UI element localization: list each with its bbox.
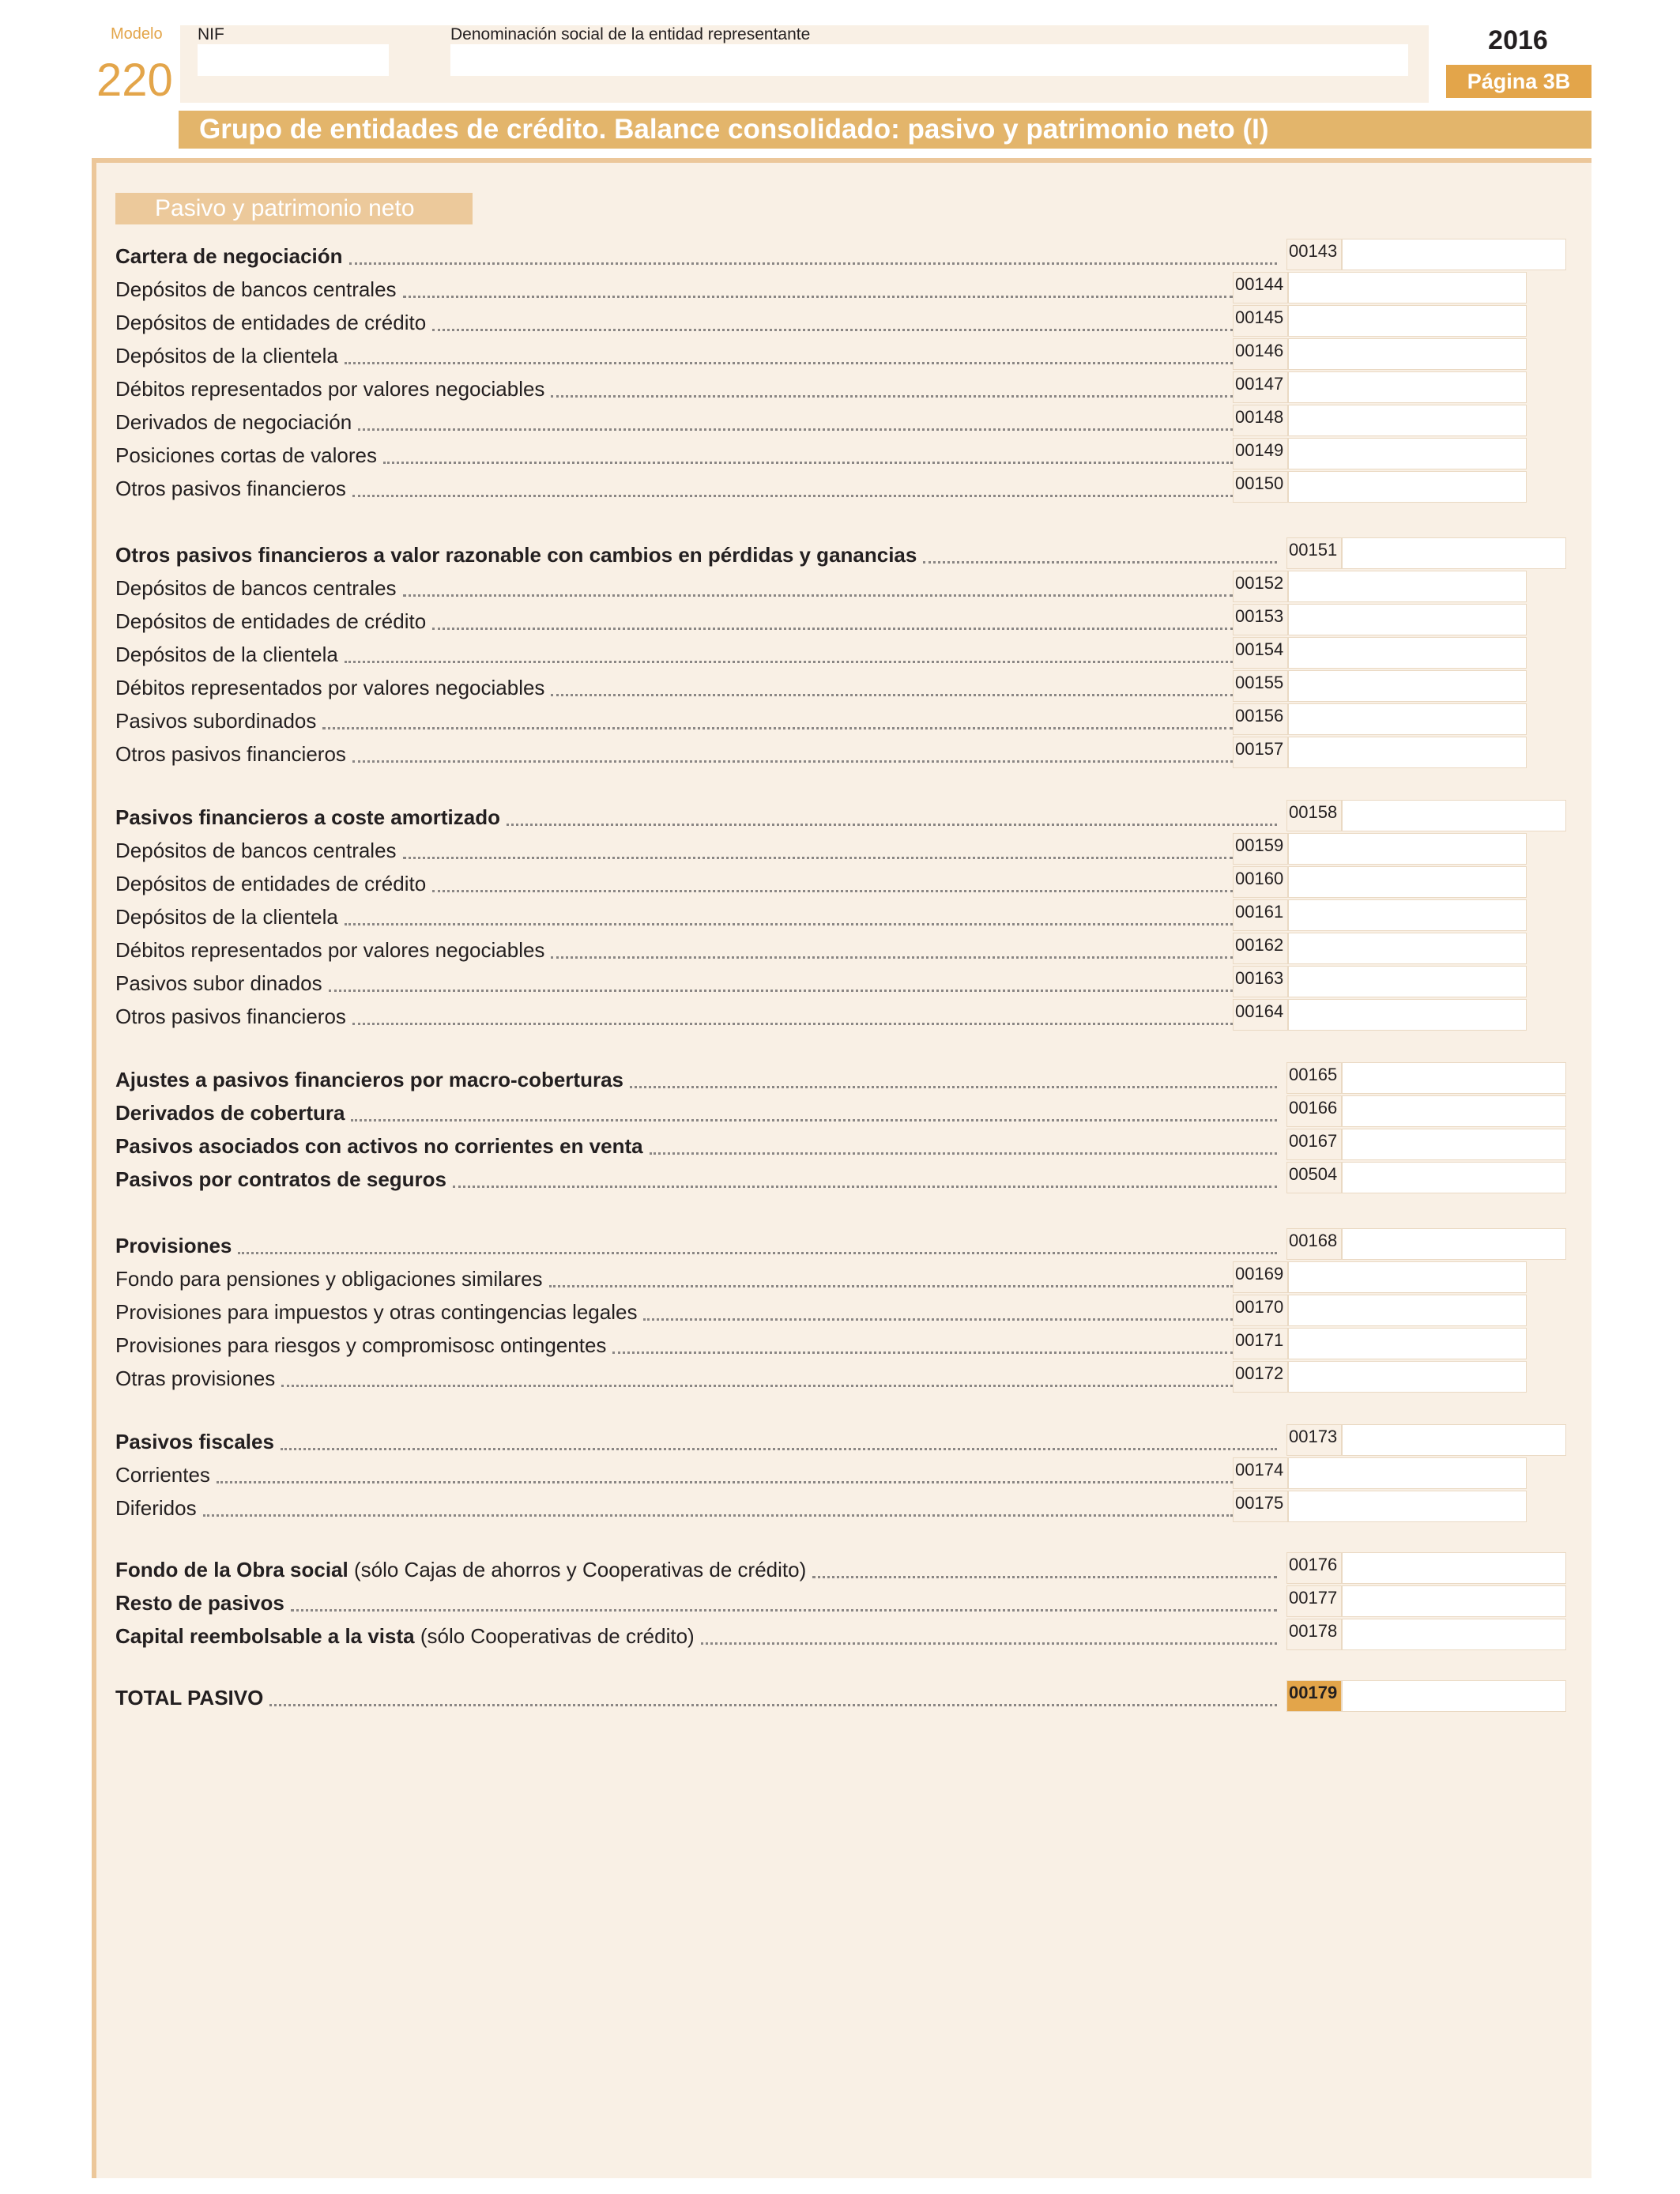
- box-code: 00155: [1233, 670, 1288, 702]
- dot-leader: [352, 495, 1233, 497]
- row-label: Otros pasivos financieros: [115, 1005, 346, 1028]
- row-label: Depósitos de la clientela: [115, 344, 338, 368]
- box-code: 00171: [1233, 1328, 1288, 1359]
- box-code: 00150: [1233, 471, 1288, 503]
- main-row-00151: [115, 537, 1338, 569]
- section-tab: Pasivo y patrimonio neto: [115, 193, 473, 224]
- page-badge: Página 3B: [1446, 65, 1591, 98]
- nif-field[interactable]: [198, 44, 389, 76]
- box-code: 00167: [1286, 1129, 1342, 1160]
- main-row-00504: [115, 1162, 1338, 1193]
- row-label: Depósitos de bancos centrales: [115, 576, 397, 600]
- main-row-00158: [115, 800, 1338, 831]
- main-row-00176: [115, 1552, 1338, 1584]
- dot-leader: [345, 661, 1233, 663]
- amount-field-00145[interactable]: [1288, 305, 1527, 337]
- box-code: 00163: [1233, 966, 1288, 997]
- dot-leader: [403, 296, 1233, 298]
- dot-leader: [923, 561, 1277, 564]
- row-label-bold: Derivados de cobertura: [115, 1101, 345, 1125]
- row-label-bold: Pasivos asociados con activos no corrientes en venta: [115, 1134, 643, 1158]
- amount-field-00169[interactable]: [1288, 1261, 1527, 1293]
- box-code: 00172: [1233, 1361, 1288, 1393]
- box-code: 00148: [1233, 405, 1288, 436]
- amount-field-00146[interactable]: [1288, 338, 1527, 370]
- box-code: 00168: [1286, 1228, 1342, 1260]
- sub-row-00171: [115, 1328, 1284, 1359]
- dot-leader: [352, 1023, 1233, 1025]
- row-label: Pasivos subordinados: [115, 709, 317, 733]
- dot-leader: [345, 362, 1233, 364]
- box-code: 00145: [1233, 305, 1288, 337]
- dot-leader: [352, 760, 1233, 763]
- row-label: Corrientes: [115, 1463, 210, 1487]
- dot-leader: [383, 462, 1233, 464]
- row-label-bold: Resto de pasivos: [115, 1591, 284, 1615]
- row-label: [115, 1559, 806, 1581]
- sub-row-00150: [115, 471, 1284, 503]
- row-label-bold: Provisiones: [115, 1234, 232, 1257]
- dot-leader: [630, 1086, 1277, 1088]
- dot-leader: [432, 329, 1233, 331]
- dot-leader: [329, 990, 1233, 992]
- row-label: Pasivos subor dinados: [115, 971, 322, 995]
- row-label: [115, 1102, 345, 1124]
- row-label: [115, 1592, 284, 1614]
- sub-row-00147: [115, 371, 1284, 403]
- amount-field-00164[interactable]: [1288, 999, 1527, 1031]
- amount-field-00162[interactable]: [1288, 933, 1527, 964]
- box-code: 00147: [1233, 371, 1288, 403]
- box-code: 00177: [1286, 1585, 1342, 1617]
- box-code: 00178: [1286, 1619, 1342, 1650]
- row-label-note: (sólo Cajas de ahorros y Cooperativas de crédito): [348, 1558, 807, 1581]
- box-code: 00164: [1233, 999, 1288, 1031]
- amount-field-00143[interactable]: [1342, 239, 1566, 270]
- sub-row-00153: [115, 604, 1284, 635]
- row-label-bold: Otros pasivos financieros a valor razonable con cambios en pérdidas y ganancias: [115, 543, 917, 567]
- row-label: Fondo para pensiones y obligaciones similares: [115, 1267, 543, 1291]
- row-label: Diferidos: [115, 1496, 197, 1520]
- sub-row-00155: [115, 670, 1284, 702]
- amount-field-00174[interactable]: [1288, 1457, 1527, 1489]
- sub-row-00145: [115, 305, 1284, 337]
- row-label: Otros pasivos financieros: [115, 742, 346, 766]
- amount-field-00148[interactable]: [1288, 405, 1527, 436]
- dot-leader: [453, 1186, 1277, 1188]
- row-label: [115, 1625, 695, 1647]
- amount-field-00176[interactable]: [1342, 1552, 1566, 1584]
- amount-field-00173[interactable]: [1342, 1424, 1566, 1456]
- dot-leader: [322, 727, 1233, 729]
- row-label: Posiciones cortas de valores: [115, 443, 377, 467]
- row-label: Débitos representados por valores negociables: [115, 938, 545, 962]
- page-title: Grupo de entidades de crédito. Balance consolidado: pasivo y patrimonio neto (I): [179, 111, 1591, 149]
- sub-row-00146: [115, 338, 1284, 370]
- main-row-00143: [115, 239, 1338, 270]
- amount-field-00149[interactable]: [1288, 438, 1527, 469]
- amount-field-00157[interactable]: [1288, 737, 1527, 768]
- amount-field-00165[interactable]: [1342, 1062, 1566, 1094]
- row-label: Depósitos de la clientela: [115, 905, 338, 929]
- box-code: 00156: [1233, 703, 1288, 735]
- dot-leader: [701, 1642, 1277, 1645]
- dot-leader: [403, 857, 1233, 859]
- modelo-number: 220: [96, 55, 173, 106]
- dot-leader: [358, 428, 1233, 431]
- amount-field-00167[interactable]: [1342, 1129, 1566, 1160]
- main-row-00168: [115, 1228, 1338, 1260]
- row-label-note: (sólo Cooperativas de crédito): [414, 1624, 695, 1648]
- box-code: 00144: [1233, 272, 1288, 303]
- row-label: [115, 1135, 643, 1157]
- main-row-00166: [115, 1095, 1338, 1127]
- box-code: 00504: [1286, 1162, 1342, 1193]
- main-row-00167: [115, 1129, 1338, 1160]
- denominacion-label: Denominación social de la entidad representante: [450, 25, 811, 43]
- row-label: Derivados de negociación: [115, 410, 352, 434]
- amount-field-00179[interactable]: [1342, 1680, 1566, 1712]
- row-label: [115, 1235, 232, 1257]
- sub-row-00152: [115, 571, 1284, 602]
- sub-row-00149: [115, 438, 1284, 469]
- sub-row-00144: [115, 272, 1284, 303]
- amount-field-00155[interactable]: [1288, 670, 1527, 702]
- year-badge: 2016: [1445, 27, 1591, 54]
- box-code: 00158: [1286, 800, 1342, 831]
- box-code: 00161: [1233, 899, 1288, 931]
- dot-leader: [551, 694, 1233, 696]
- amount-field-00166[interactable]: [1342, 1095, 1566, 1127]
- amount-field-00161[interactable]: [1288, 899, 1527, 931]
- dot-leader: [351, 1119, 1277, 1122]
- row-label: Débitos representados por valores negociables: [115, 676, 545, 699]
- row-label: Depósitos de entidades de crédito: [115, 311, 427, 334]
- row-label: [115, 1069, 623, 1091]
- row-label-bold: Pasivos por contratos de seguros: [115, 1167, 447, 1191]
- amount-field-00156[interactable]: [1288, 703, 1527, 735]
- amount-field-00177[interactable]: [1342, 1585, 1566, 1617]
- amount-field-00170[interactable]: [1288, 1295, 1527, 1326]
- dot-leader: [432, 890, 1233, 892]
- row-label-bold: Cartera de negociación: [115, 244, 343, 268]
- amount-field-00154[interactable]: [1288, 637, 1527, 669]
- row-label-bold: Pasivos financieros a coste amortizado: [115, 805, 500, 829]
- dot-leader: [612, 1351, 1233, 1354]
- row-label: Depósitos de entidades de crédito: [115, 872, 427, 895]
- box-code: 00151: [1286, 537, 1342, 569]
- box-code: 00149: [1233, 438, 1288, 469]
- amount-field-00147[interactable]: [1288, 371, 1527, 403]
- sub-row-00163: [115, 966, 1284, 997]
- sub-row-00156: [115, 703, 1284, 735]
- row-label: Depósitos de entidades de crédito: [115, 609, 427, 633]
- box-code: 00143: [1286, 239, 1342, 270]
- amount-field-00150[interactable]: [1288, 471, 1527, 503]
- dot-leader: [217, 1481, 1233, 1483]
- sub-row-00169: [115, 1261, 1284, 1293]
- amount-field-00153[interactable]: [1288, 604, 1527, 635]
- box-code: 00152: [1233, 571, 1288, 602]
- row-label: [115, 1431, 274, 1453]
- box-code: 00162: [1233, 933, 1288, 964]
- box-code: 00146: [1233, 338, 1288, 370]
- box-code: 00154: [1233, 637, 1288, 669]
- nif-label: NIF: [198, 25, 224, 43]
- box-code: 00160: [1233, 866, 1288, 898]
- amount-field-00175[interactable]: [1288, 1491, 1527, 1522]
- box-code: 00176: [1286, 1552, 1342, 1584]
- row-label: [115, 544, 917, 566]
- dot-leader: [345, 923, 1233, 925]
- dot-leader: [812, 1576, 1277, 1578]
- sub-row-00162: [115, 933, 1284, 964]
- dot-leader: [281, 1448, 1277, 1450]
- main-row-00177: [115, 1585, 1338, 1617]
- box-code: 00159: [1233, 833, 1288, 865]
- amount-field-00171[interactable]: [1288, 1328, 1527, 1359]
- amount-field-00158[interactable]: [1342, 800, 1566, 831]
- dot-leader: [291, 1609, 1277, 1612]
- amount-field-00160[interactable]: [1288, 866, 1527, 898]
- dot-leader: [551, 956, 1233, 959]
- box-code: 00165: [1286, 1062, 1342, 1094]
- row-label: [115, 1687, 263, 1709]
- row-label-bold: Capital reembolsable a la vista: [115, 1624, 415, 1648]
- row-label: Otros pasivos financieros: [115, 477, 346, 500]
- sub-row-00170: [115, 1295, 1284, 1326]
- sub-row-00175: [115, 1491, 1284, 1522]
- dot-leader: [432, 628, 1233, 630]
- dot-leader: [349, 262, 1277, 265]
- dot-leader: [507, 824, 1277, 826]
- box-code: 00169: [1233, 1261, 1288, 1293]
- denominacion-field[interactable]: [450, 44, 1408, 76]
- box-code: 00174: [1233, 1457, 1288, 1489]
- sub-row-00160: [115, 866, 1284, 898]
- box-code: 00166: [1286, 1095, 1342, 1127]
- row-label-bold: Fondo de la Obra social: [115, 1558, 348, 1581]
- box-code: 00175: [1233, 1491, 1288, 1522]
- amount-field-00163[interactable]: [1288, 966, 1527, 997]
- row-label-bold: Ajustes a pasivos financieros por macro-coberturas: [115, 1068, 623, 1091]
- amount-field-00172[interactable]: [1288, 1361, 1527, 1393]
- box-code: 00157: [1233, 737, 1288, 768]
- dot-leader: [281, 1385, 1233, 1387]
- dot-leader: [203, 1514, 1233, 1517]
- dot-leader: [643, 1318, 1233, 1321]
- row-label: Otras provisiones: [115, 1367, 276, 1390]
- main-row-00173: [115, 1424, 1338, 1456]
- sub-row-00161: [115, 899, 1284, 931]
- row-label: Provisiones para impuestos y otras contingencias legales: [115, 1300, 638, 1324]
- sub-row-00148: [115, 405, 1284, 436]
- amount-field-00152[interactable]: [1288, 571, 1527, 602]
- identification-box: [180, 25, 1429, 103]
- row-label: [115, 806, 500, 828]
- amount-field-00144[interactable]: [1288, 272, 1527, 303]
- row-label-bold: Pasivos fiscales: [115, 1430, 274, 1453]
- box-code: 00173: [1286, 1424, 1342, 1456]
- row-label: Depósitos de la clientela: [115, 643, 338, 666]
- amount-field-00151[interactable]: [1342, 537, 1566, 569]
- row-label: [115, 245, 343, 267]
- dot-leader: [269, 1704, 1277, 1706]
- sub-row-00154: [115, 637, 1284, 669]
- dot-leader: [551, 395, 1233, 398]
- sub-row-00164: [115, 999, 1284, 1031]
- row-label: Débitos representados por valores negociables: [115, 377, 545, 401]
- amount-field-00504[interactable]: [1342, 1162, 1566, 1193]
- amount-field-00178[interactable]: [1342, 1619, 1566, 1650]
- amount-field-00168[interactable]: [1342, 1228, 1566, 1260]
- sub-row-00172: [115, 1361, 1284, 1393]
- row-label: [115, 1168, 446, 1190]
- dot-leader: [238, 1252, 1277, 1254]
- main-row-00178: [115, 1619, 1338, 1650]
- sub-row-00174: [115, 1457, 1284, 1489]
- dot-leader: [549, 1285, 1233, 1287]
- main-row-00165: [115, 1062, 1338, 1094]
- row-label: Depósitos de bancos centrales: [115, 277, 397, 301]
- sub-row-00159: [115, 833, 1284, 865]
- sub-row-00157: [115, 737, 1284, 768]
- row-label: Provisiones para riesgos y compromisosc ontingentes: [115, 1333, 607, 1357]
- box-code: 00179: [1286, 1680, 1342, 1712]
- modelo-label: Modelo: [111, 25, 163, 43]
- amount-field-00159[interactable]: [1288, 833, 1527, 865]
- box-code: 00153: [1233, 604, 1288, 635]
- dot-leader: [650, 1152, 1277, 1155]
- dot-leader: [403, 594, 1233, 597]
- box-code: 00170: [1233, 1295, 1288, 1326]
- row-label: Depósitos de bancos centrales: [115, 839, 397, 862]
- main-row-00179: [115, 1680, 1338, 1712]
- row-label-bold: TOTAL PASIVO: [115, 1686, 264, 1710]
